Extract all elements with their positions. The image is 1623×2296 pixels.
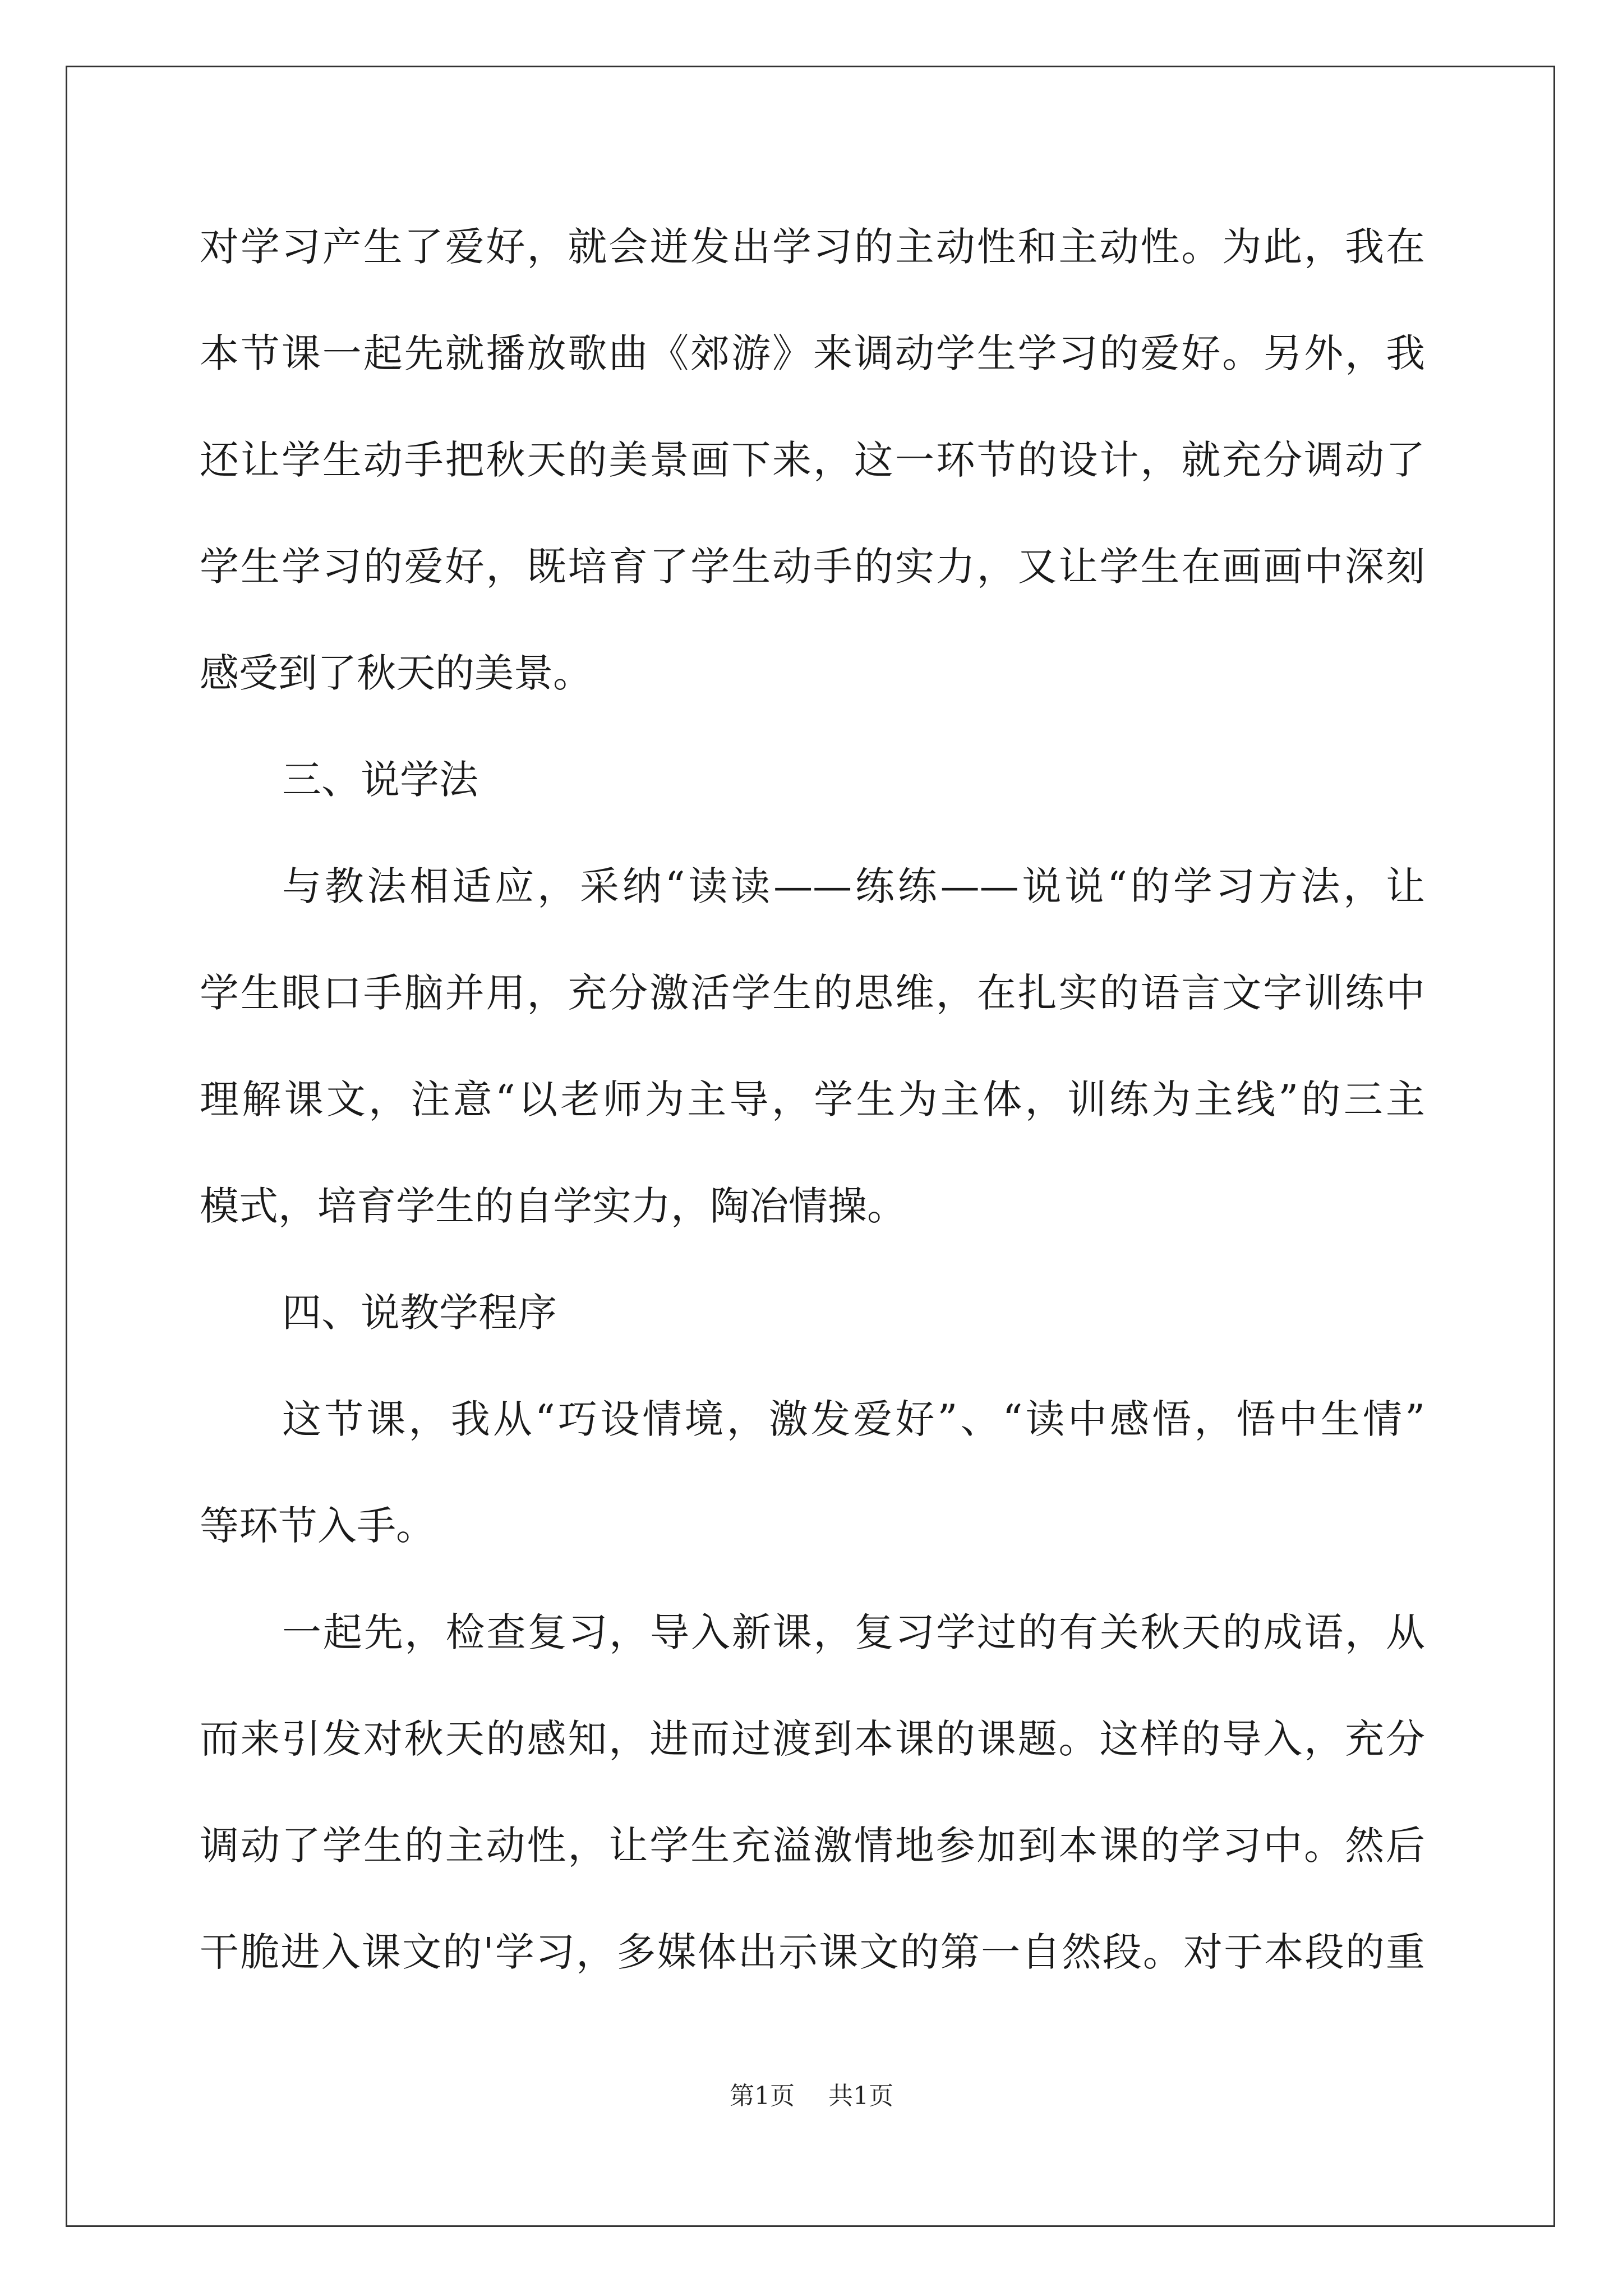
text-line-4: 学生学习的爱好，既培育了学生动手的实力，又让学生在画画中深刻 — [200, 544, 1425, 590]
page-number-current: 第1页 — [730, 2082, 795, 2110]
text-line-8: 学生眼口手脑并用，充分激活学生的思维，在扎实的语言文字训练中 — [200, 970, 1425, 1016]
text-line-15: 而来引发对秋天的感知，进而过渡到本课的课题。这样的导入，充分 — [200, 1716, 1425, 1762]
text-line-3: 还让学生动手把秋天的美景画下来，这一环节的设计，就充分调动了 — [200, 437, 1425, 483]
text-line-1: 对学习产生了爱好，就会迸发出学习的主动性和主动性。为此，我在 — [200, 224, 1425, 270]
page-border — [66, 66, 1555, 2227]
text-line-17: 干脆进入课文的'学习，多媒体出示课文的第一自然段。对于本段的重 — [200, 1929, 1425, 1975]
text-line-14: 一起先，检查复习，导入新课，复习学过的有关秋天的成语，从 — [282, 1609, 1425, 1655]
text-line-9: 理解课文，注意“以老师为主导，学生为主体，训练为主线”的三主 — [200, 1076, 1425, 1122]
text-line-13: 等环节入手。 — [200, 1503, 435, 1549]
page-footer — [0, 2079, 1623, 2113]
section-heading-study-method: 三、说学法 — [282, 757, 478, 803]
text-line-16: 调动了学生的主动性，让学生充溢激情地参加到本课的学习中。然后 — [200, 1823, 1425, 1869]
page-number-total: 共1页 — [828, 2082, 893, 2110]
text-line-7: 与教法相适应，采纳“读读——练练——说说“的学习方法，让 — [282, 863, 1425, 909]
text-line-5: 感受到了秋天的美景。 — [200, 650, 592, 696]
text-line-12: 这节课，我从“巧设情境，激发爱好”、“读中感悟，悟中生情” — [282, 1396, 1425, 1442]
text-line-2: 本节课一起先就播放歌曲《郊游》来调动学生学习的爱好。另外，我 — [200, 330, 1425, 376]
text-line-10: 模式，培育学生的自学实力，陶冶情操。 — [200, 1183, 906, 1229]
section-heading-teaching-procedure: 四、说教学程序 — [282, 1290, 557, 1336]
